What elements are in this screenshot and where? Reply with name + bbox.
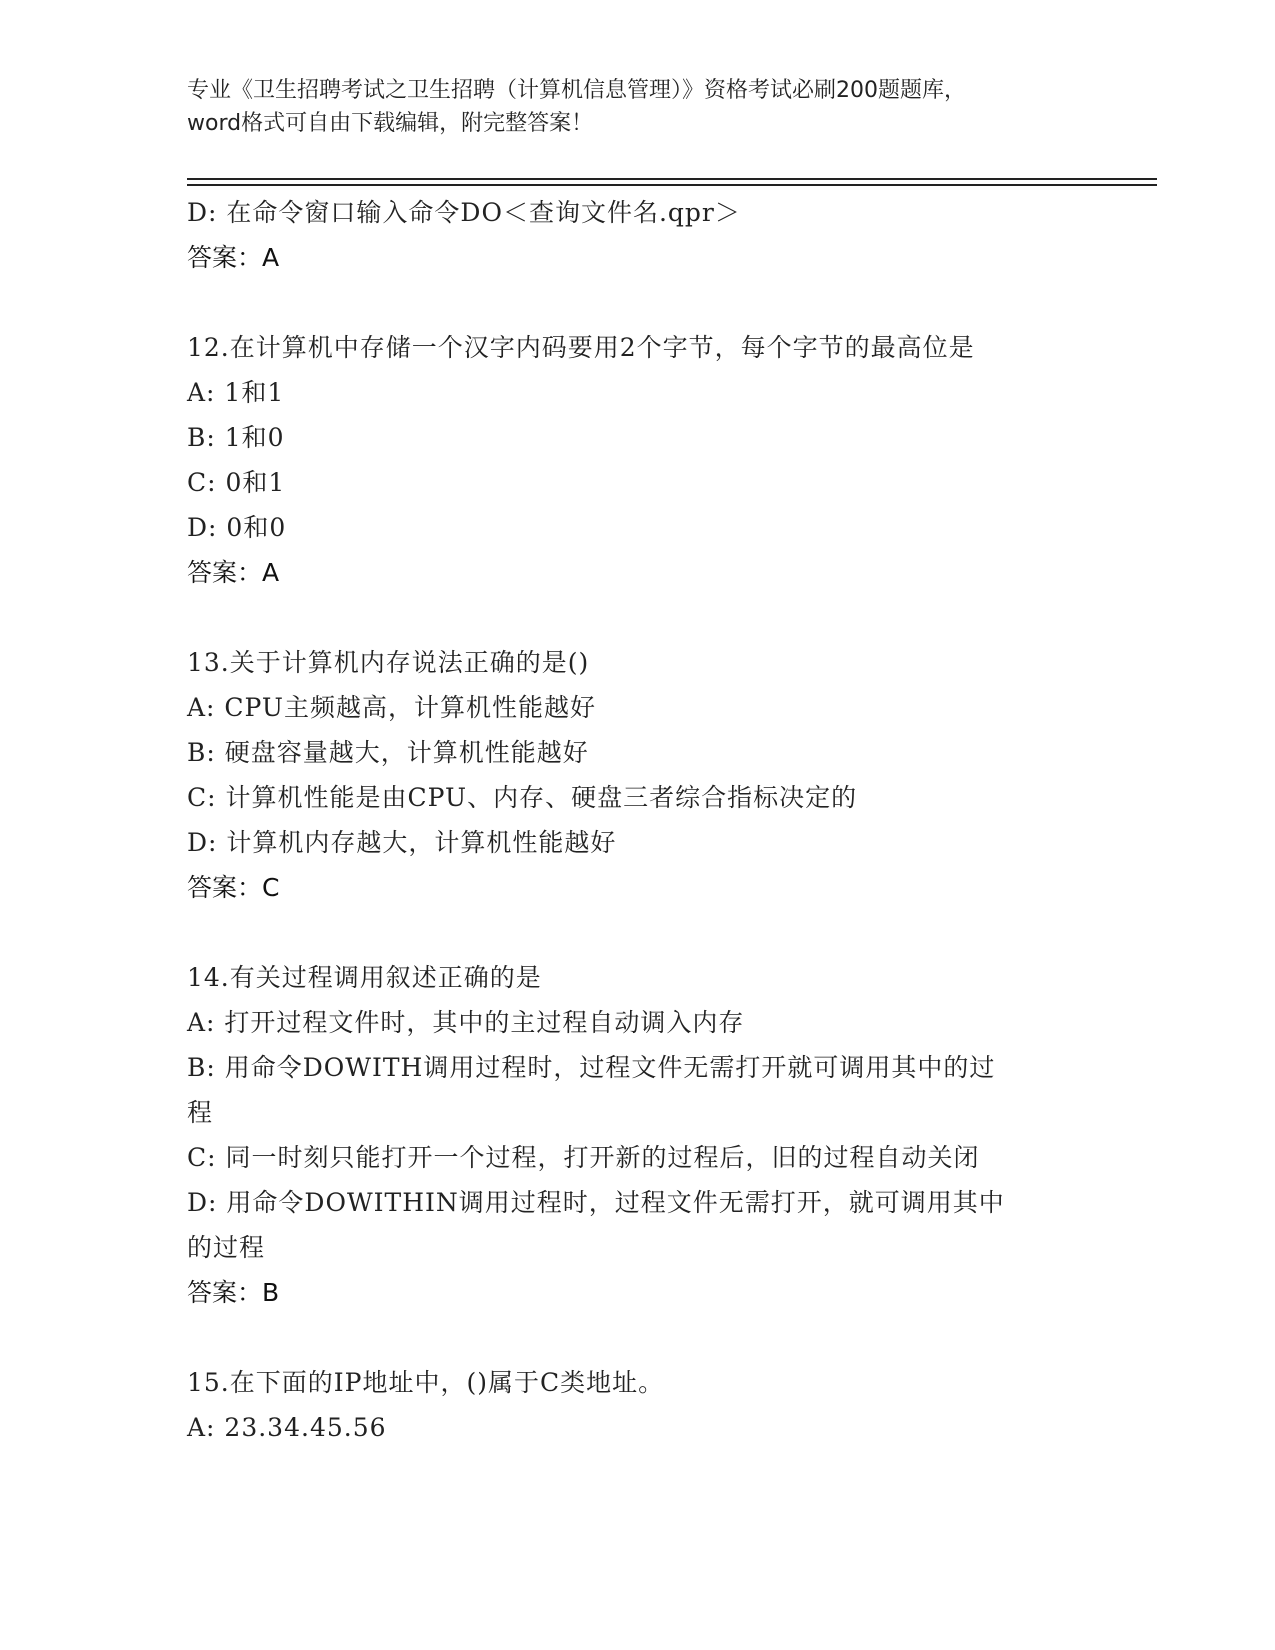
header-divider-bottom [187, 184, 1157, 186]
header-title-line-2: word格式可自由下载编辑，附完整答案！ [187, 111, 594, 136]
option-d-wrap: 的过程 [187, 1233, 266, 1262]
option-d: D: 0和0 [187, 513, 287, 542]
option-d: D: 用命令DOWITHIN调用过程时，过程文件无需打开，就可调用其中 [187, 1188, 1005, 1217]
answer-line: 答案：C [187, 873, 280, 902]
answer-line: 答案：A [187, 243, 280, 272]
option-b: B: 用命令DOWITH调用过程时，过程文件无需打开就可调用其中的过 [187, 1053, 996, 1082]
option-a: A: 打开过程文件时，其中的主过程自动调入内存 [187, 1008, 745, 1037]
option-c: C: 0和1 [187, 468, 286, 497]
answer-line: 答案：A [187, 558, 280, 587]
question-11-continuation [187, 190, 1087, 280]
header-divider-top [187, 178, 1157, 180]
option-b: B: 1和0 [187, 423, 285, 452]
option-c: C: 计算机性能是由CPU、内存、硬盘三者综合指标决定的 [187, 783, 858, 812]
question-12 [187, 325, 1087, 595]
question-stem: 14.有关过程调用叙述正确的是 [187, 963, 542, 992]
spacer [187, 910, 1087, 955]
document-header [187, 74, 1087, 140]
option-b: B: 硬盘容量越大，计算机性能越好 [187, 738, 589, 767]
option-d: D: 计算机内存越大，计算机性能越好 [187, 828, 617, 857]
question-list [187, 190, 1087, 1450]
spacer [187, 1315, 1087, 1360]
question-stem: 12.在计算机中存储一个汉字内码要用2个字节，每个字节的最高位是 [187, 333, 975, 362]
question-13 [187, 640, 1087, 910]
option-b-wrap: 程 [187, 1098, 214, 1127]
option-d: D: 在命令窗口输入命令DO＜查询文件名.qpr＞ [187, 198, 741, 227]
option-c: C: 同一时刻只能打开一个过程，打开新的过程后，旧的过程自动关闭 [187, 1143, 980, 1172]
option-a: A: CPU主频越高，计算机性能越好 [187, 693, 597, 722]
question-stem: 15.在下面的IP地址中，()属于C类地址。 [187, 1368, 665, 1397]
question-14 [187, 955, 1087, 1315]
option-a: A: 23.34.45.56 [187, 1413, 387, 1442]
question-15 [187, 1360, 1087, 1450]
spacer [187, 280, 1087, 325]
header-title-line-1: 专业《卫生招聘考试之卫生招聘（计算机信息管理）》资格考试必刷200题题库， [187, 78, 966, 103]
answer-line: 答案：B [187, 1278, 280, 1307]
question-stem: 13.关于计算机内存说法正确的是() [187, 648, 590, 677]
spacer [187, 595, 1087, 640]
option-a: A: 1和1 [187, 378, 285, 407]
